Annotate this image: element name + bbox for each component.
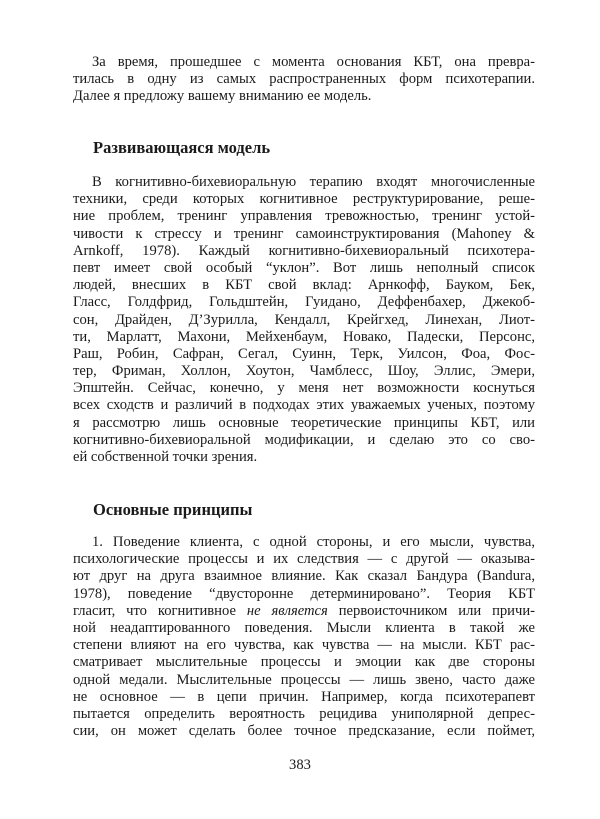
text-line: ние проблем, тренинг управления тревожностью, тренинг устой-: [73, 208, 535, 225]
text-line: Гласс, Голдфрид, Гольдштейн, Гуидано, Деффенбахер, Джекоб-: [73, 294, 535, 311]
section2-continued-lines: [73, 620, 535, 740]
text-line: Эпштейн. Сейчас, конечно, у меня нет возможности коснуться: [73, 380, 535, 397]
text-line: певт имеет свой особый “уклон”. Вот лишь неполный список: [73, 259, 535, 276]
text-line: ти, Марлатт, Махони, Мейхенбаум, Новако, Падески, Персонс,: [73, 328, 535, 345]
text-line: пытается определить вероятность рецидива униполярной депрес-: [73, 705, 535, 722]
section-heading-basic-principles: Основные принципы: [93, 500, 253, 519]
text-line: 1. Поведение клиента, с одной стороны, и его мысли, чувства,: [92, 534, 535, 550]
text-line: психологические процессы и их следствия — с другой — оказыва-: [73, 551, 535, 568]
text-line: ей собственной точки зрения.: [73, 449, 258, 465]
text-line: одной медали. Мыслительные процессы — лишь звено, часто даже: [73, 671, 535, 688]
text-line: людей, внесших в КБТ свой вклад: Арнкофф, Бауком, Бек,: [73, 277, 535, 294]
text-line: чивости к стрессу и тренинг самоинструктирования (Mahoney &: [73, 225, 535, 242]
text-line: В когнитивно-бихевиоральную терапию входят многочисленные: [92, 174, 535, 190]
text-line: 1978), поведение “двусторонне детерминировано”. Теория КБТ: [73, 585, 535, 602]
text-line: когнитивно-бихевиоральной модификации, и сделаю это со сво-: [73, 431, 535, 448]
text-line: не основное — в цепи причин. Например, когда психотерапевт: [73, 688, 535, 705]
text-line: всех сходств и различий в подходах этих уважаемых ученых, поэтому: [73, 397, 535, 414]
text-line: тер, Фриман, Холлон, Хоутон, Чамблесс, Шоу, Эллис, Эмери,: [73, 363, 535, 380]
text-line: я рассмотрю лишь основные теоретические принципы КБТ, или: [73, 414, 535, 431]
intro-paragraph: [73, 54, 535, 106]
section2-paragraph: [73, 534, 535, 740]
text-line: Arnkoff, 1978). Каждый когнитивно-бихевиоральный психотера-: [73, 242, 535, 259]
text-span: первоисточником или причи-: [327, 602, 535, 619]
text-line: Раш, Робин, Сафран, Сегал, Суинн, Терк, Уилсон, Фоа, Фос-: [73, 345, 535, 362]
text-line: сон, Драйден, Д’Зурилла, Кендалл, Крейгхед, Линехан, Лиот-: [73, 311, 535, 328]
page-number: 383: [289, 757, 311, 773]
text-line: За время, прошедшее с момента основания КБТ, она превра-: [92, 54, 535, 70]
text-line: ют друг на друга взаимное влияние. Как сказал Бандура (Bandura,: [73, 568, 535, 585]
text-line: степени влияют на его чувства, как чувства — на мысли. КБТ рас-: [73, 637, 535, 654]
text-span: гласит, что когнитивное: [73, 602, 247, 619]
text-line: Далее я предложу вашему вниманию ее модель.: [73, 88, 372, 105]
emphasis-text: не является: [246, 602, 328, 619]
text-line: сматривает мыслительные процессы и эмоции как две стороны: [73, 654, 535, 671]
text-line: сии, он может сделать более точное предсказание, если поймет,: [73, 723, 535, 740]
section1-paragraph: [73, 174, 535, 466]
text-line: ной неадаптированного поведения. Мысли клиента в такой же: [73, 619, 535, 636]
text-line: тилась в одну из самых распространенных форм психотерапии.: [73, 71, 535, 88]
text-line: техники, среди которых когнитивное реструктурирование, реше-: [73, 191, 535, 208]
text-line-with-emphasis: [73, 603, 535, 620]
section-heading-developing-model: Развивающаяся модель: [93, 138, 271, 157]
